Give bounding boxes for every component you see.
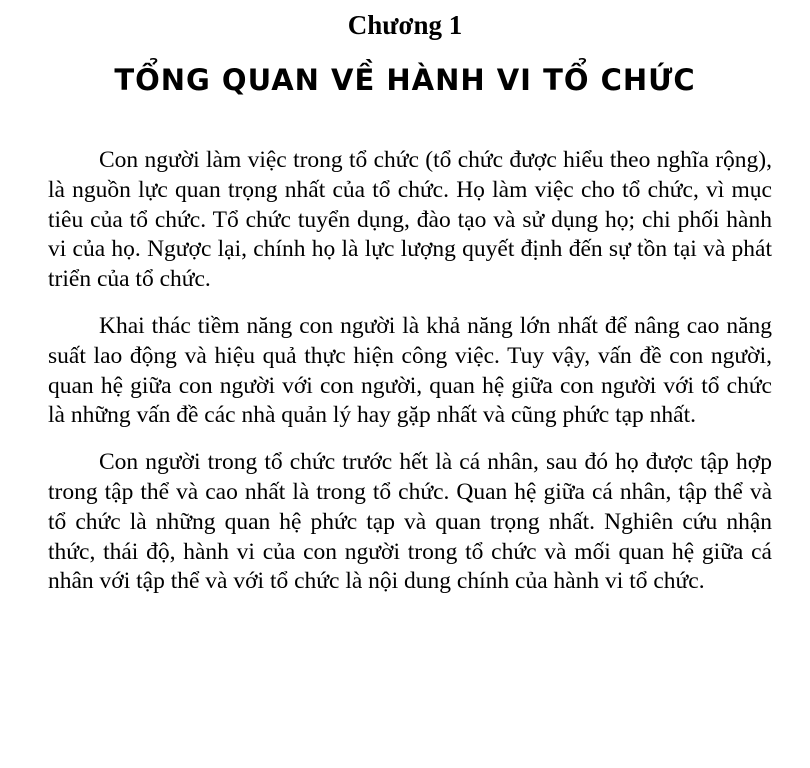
paragraph-1: Con người làm việc trong tổ chức (tổ chức được hiểu theo nghĩa rộng), là nguồn lực quan trọng nhất của tổ chức. Họ làm việc cho tổ chức, vì mục tiêu của tổ chức. Tổ chức tuyển dụng, đào tạo và sử dụng họ; chi phối hành vi của họ. Ngược lại, chính họ là lực lượng quyết định đến sự tồn tại và phát triển của tổ chức. <box>48 147 772 293</box>
chapter-label: Chương 1 <box>347 10 463 40</box>
chapter-title: TỔNG QUAN VỀ HÀNH VI TỔ CHỨC <box>114 63 696 97</box>
paragraph-3: Con người trong tổ chức trước hết là cá nhân, sau đó họ được tập hợp trong tập thể và cao nhất là trong tổ chức. Quan hệ giữa cá nhân, tập thể và tổ chức là những quan hệ phức tạp và quan trọng nhất. Nghiên cứu nhận thức, thái độ, hành vi của con người trong tổ chức và mối quan hệ giữa cá nhân với tập thể và với tổ chức là nội dung chính của hành vi tổ chức. <box>48 449 772 595</box>
paragraph-2: Khai thác tiềm năng con người là khả năng lớn nhất để nâng cao năng suất lao động và hiệu quả thực hiện công việc. Tuy vậy, vấn đề con người, quan hệ giữa con người với con người, quan hệ giữa con người với tổ chức là những vấn đề các nhà quản lý hay gặp nhất và cũng phức tạp nhất. <box>48 312 772 429</box>
body-text <box>48 146 772 614</box>
